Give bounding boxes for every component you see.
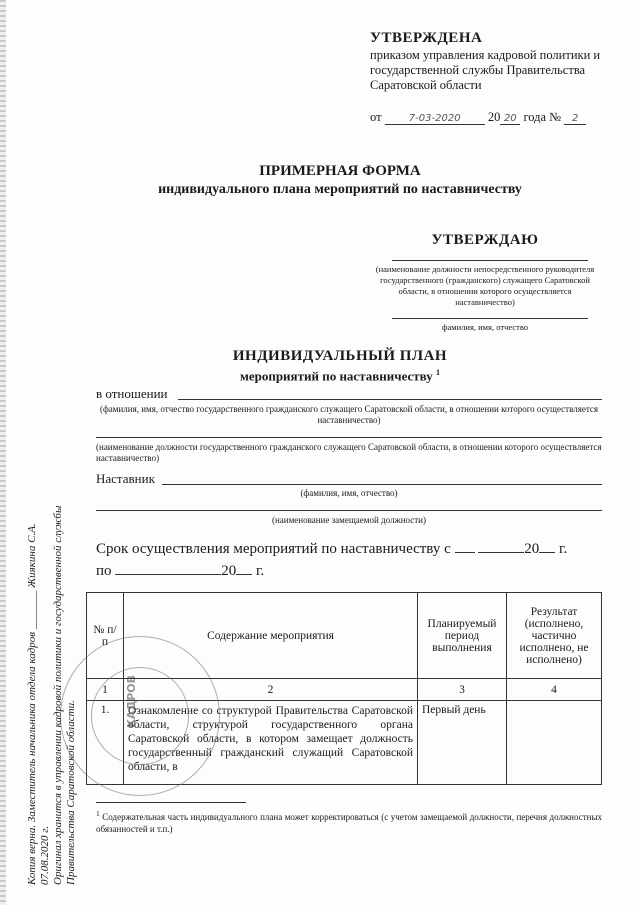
period-text: Срок осуществления мероприятий по наставничеству с	[96, 541, 451, 557]
cert-line4: Правительства Саратовской области.	[65, 700, 77, 885]
cert-line2: 07.08.2020 г.	[39, 825, 51, 885]
row-period: Первый день	[418, 701, 507, 785]
footnote-mark: 1	[96, 809, 100, 818]
date-prefix: от	[370, 110, 382, 124]
plan-footnote-mark: 1	[436, 368, 440, 377]
col-number-4: 4	[507, 679, 602, 701]
row-result	[507, 701, 602, 785]
period-suffix2: г.	[256, 563, 265, 579]
position-caption: (наименование должности государственного гражданского служащего Саратовской области, в отношении которого осуществляется наставничество)	[96, 442, 602, 463]
approval-title: УТВЕРЖДЕНА	[370, 30, 483, 46]
approve-caption-position: (наименование должности непосредственного руководителя государственного (гражданского) служащего Саратовской области, в отношении которого осуществляется наставничество)	[375, 264, 595, 307]
regarding-line	[178, 399, 602, 400]
footnote-separator	[96, 802, 246, 803]
position-line	[96, 437, 602, 438]
certification-note	[26, 385, 78, 885]
regarding-caption: (фамилия, имя, отчество государственного гражданского служащего Саратовской области, в отношении которого осуществляется наставничество)	[99, 404, 599, 425]
year-value: 20	[500, 113, 520, 125]
mentor-line	[162, 484, 602, 485]
year-suffix: года №	[523, 110, 562, 124]
footnote-text: Содержательная часть индивидуального плана может корректироваться (с учетом замещаемой должности, перечня должностных обязанностей и т.п.)	[96, 812, 603, 834]
col-number-2: 2	[124, 679, 418, 701]
plan-title: ИНДИВИДУАЛЬНЫЙ ПЛАН	[232, 348, 448, 364]
order-number: 2	[564, 113, 586, 125]
col-number-1: 1	[87, 679, 124, 701]
period-suffix: г.	[559, 541, 568, 557]
approval-date-line	[370, 110, 630, 125]
seal-text: КАДРОВ	[125, 674, 139, 729]
period-year2: 20	[221, 563, 237, 579]
period-block	[96, 538, 606, 582]
form-title: ПРИМЕРНАЯ ФОРМА	[259, 163, 421, 179]
cert-line1: Копия верна. Заместитель начальника отдела кадров _______ Жиякина С.А.	[26, 523, 38, 885]
regarding-label: в отношении	[96, 386, 168, 401]
approve-signature-line	[392, 260, 588, 261]
scan-edge	[0, 0, 6, 905]
footnote	[96, 808, 602, 835]
header-content: Содержание мероприятия	[124, 593, 418, 679]
col-number-3: 3	[418, 679, 507, 701]
approve-title: УТВЕРЖДАЮ	[431, 232, 539, 248]
seal-inner-ring	[91, 667, 189, 765]
approve-caption-name: фамилия, имя, отчество	[441, 322, 529, 332]
period-year1: 20	[524, 541, 540, 557]
header-result: Результат (исполнено, частично исполнено, не исполнено)	[507, 593, 602, 679]
cert-line3: Оригинал хранится в управлении кадровой политики и государственной службы	[52, 505, 64, 885]
period-by-label: по	[96, 563, 112, 579]
plan-subtitle	[100, 368, 580, 384]
mentor-caption: (фамилия, имя, отчество)	[300, 488, 398, 498]
approve-name-line	[392, 318, 588, 319]
approval-text: приказом управления кадровой политики и государственной службы Правительства Саратовской области	[370, 48, 601, 92]
plan-subtitle-text: мероприятий по наставничеству	[239, 368, 433, 384]
form-subtitle: индивидуального плана мероприятий по наставничеству	[158, 182, 522, 197]
row-content: Ознакомление со структурой Правительства Саратовской области, структурой государственного органа Саратовской области, в котором замещает должность государственный гражданский служащий Саратовской области, в	[124, 701, 418, 785]
row-num: 1.	[87, 701, 124, 785]
mentor-label: Наставник	[96, 471, 155, 486]
header-num: № п/п	[87, 593, 124, 679]
date-value: 7-03-2020	[385, 113, 485, 125]
year-prefix: 20	[487, 110, 501, 124]
header-period: Планируемый период выполнения	[418, 593, 507, 679]
mentor-position-caption: (наименование замещаемой должности)	[271, 515, 426, 525]
mentor-position-line	[96, 510, 602, 511]
seal-stamp	[60, 636, 220, 796]
